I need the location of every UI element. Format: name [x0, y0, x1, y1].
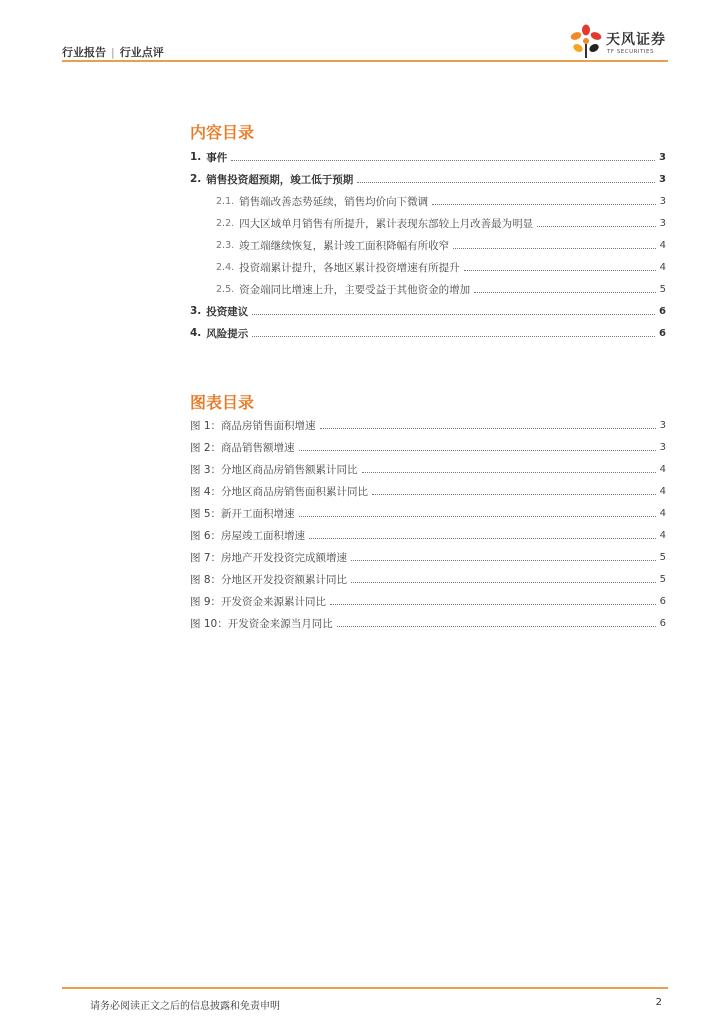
toc-entry-page: 4: [659, 261, 666, 273]
figure-entry-title: 图 7：房地产开发投资完成额增速: [190, 551, 348, 564]
leader-dots: [299, 450, 656, 451]
toc-entry-page: 5: [659, 283, 666, 295]
figure-entry[interactable]: [190, 502, 666, 524]
leader-dots: [330, 604, 656, 605]
figure-entry-page: 4: [659, 529, 666, 541]
toc-entry-title: 事件: [206, 151, 228, 164]
toc-entry-number: 2.3.: [216, 239, 235, 251]
leader-dots: [537, 226, 655, 227]
leader-dots: [351, 560, 656, 561]
leader-dots: [453, 248, 655, 249]
flower-logo-icon: [568, 23, 604, 61]
leader-dots: [432, 204, 655, 205]
figure-entry[interactable]: [190, 436, 666, 458]
toc-entry-page: 3: [659, 195, 666, 207]
toc-entry-page: 3: [659, 151, 666, 163]
figure-entry-title: 图 4：分地区商品房销售面积累计同比: [190, 485, 369, 498]
toc-entry[interactable]: [190, 168, 666, 190]
toc-entry-number: 2.2.: [216, 217, 235, 229]
toc-entry-page: 6: [659, 305, 666, 317]
figure-entry-page: 3: [659, 441, 666, 453]
disclaimer-text: 请务必阅读正文之后的信息披露和免责申明: [90, 1001, 280, 1012]
toc-entry-title: 投资端累计提升，各地区累计投资增速有所提升: [239, 261, 460, 274]
figure-entry[interactable]: [190, 458, 666, 480]
toc-entry[interactable]: [190, 322, 666, 344]
leader-dots: [231, 160, 655, 161]
logo-subtitle: TF SECURITIES: [607, 49, 654, 55]
toc-entry-number: 2.4.: [216, 261, 235, 273]
toc-subentry[interactable]: [190, 278, 666, 300]
page-footer: [62, 987, 668, 1012]
figure-entry-title: 图 6：房屋竣工面积增速: [190, 529, 306, 542]
toc-entry-title: 投资建议: [206, 305, 249, 318]
figure-entry-title: 图 2：商品销售额增速: [190, 441, 295, 454]
figure-entry-page: 5: [659, 551, 666, 563]
footer-rule: [62, 987, 668, 989]
toc-entry-title: 四大区域单月销售有所提升，累计表现东部较上月改善最为明显: [239, 217, 534, 230]
toc-entry-title: 竣工端继续恢复，累计竣工面积降幅有所收窄: [239, 239, 450, 252]
figure-entry[interactable]: [190, 568, 666, 590]
figure-entry[interactable]: [190, 590, 666, 612]
leader-dots: [351, 582, 656, 583]
leader-dots: [309, 538, 656, 539]
toc-entry-number: 1.: [190, 151, 202, 163]
toc-entry-title: 销售端改善态势延续，销售均价向下微调: [239, 195, 429, 208]
breadcrumb-separator: |: [111, 46, 115, 59]
toc-entry-page: 3: [659, 173, 666, 185]
logo-name: 天风证券: [606, 32, 666, 48]
toc-entry-title: 销售投资超预期，竣工低于预期: [206, 173, 354, 186]
figure-entry-page: 4: [659, 507, 666, 519]
breadcrumb: [62, 44, 164, 60]
toc-subentry[interactable]: [190, 256, 666, 278]
figure-entry[interactable]: [190, 414, 666, 436]
figure-entry-page: 4: [659, 463, 666, 475]
company-logo: [568, 23, 678, 61]
toc-entry-title: 资金端同比增速上升，主要受益于其他资金的增加: [239, 283, 471, 296]
toc-subentry[interactable]: [190, 190, 666, 212]
toc-subentry[interactable]: [190, 234, 666, 256]
figure-entry-page: 4: [659, 485, 666, 497]
figure-entry-title: 图 3：分地区商品房销售额累计同比: [190, 463, 358, 476]
figure-entry-page: 6: [659, 617, 666, 629]
leader-dots: [252, 314, 655, 315]
leader-dots: [357, 182, 655, 183]
leader-dots: [474, 292, 655, 293]
report-type: 行业报告: [62, 46, 106, 59]
figure-entry-title: 图 5：新开工面积增速: [190, 507, 295, 520]
toc-entry-number: 2.1.: [216, 195, 235, 207]
figure-entry[interactable]: [190, 480, 666, 502]
toc-entry[interactable]: [190, 300, 666, 322]
toc-entry-page: 3: [659, 217, 666, 229]
figure-entry-title: 图 8：分地区开发投资额累计同比: [190, 573, 348, 586]
figure-entry-title: 图 1：商品房销售面积增速: [190, 419, 316, 432]
toc-entry-number: 2.5.: [216, 283, 235, 295]
toc-entry-number: 2.: [190, 173, 202, 185]
figures-title: 图表目录: [190, 393, 255, 412]
toc-entry-page: 6: [659, 327, 666, 339]
leader-dots: [299, 516, 656, 517]
figures-list: [190, 414, 666, 634]
figure-entry-title: 图 10：开发资金来源当月同比: [190, 617, 333, 630]
figure-entry[interactable]: [190, 546, 666, 568]
leader-dots: [337, 626, 656, 627]
figure-entry[interactable]: [190, 524, 666, 546]
leader-dots: [252, 336, 655, 337]
figure-entry-page: 3: [659, 419, 666, 431]
leader-dots: [464, 270, 656, 271]
toc-entry-number: 3.: [190, 305, 202, 317]
figure-entry-page: 6: [659, 595, 666, 607]
figure-entry[interactable]: [190, 612, 666, 634]
toc-entry-title: 风险提示: [206, 327, 249, 340]
toc-list: [190, 146, 666, 344]
report-subtype: 行业点评: [119, 46, 164, 59]
toc-subentry[interactable]: [190, 212, 666, 234]
toc-entry-page: 4: [659, 239, 666, 251]
figure-entry-title: 图 9：开发资金来源累计同比: [190, 595, 327, 608]
leader-dots: [372, 494, 656, 495]
toc-entry-number: 4.: [190, 327, 202, 339]
toc-entry[interactable]: [190, 146, 666, 168]
leader-dots: [320, 428, 656, 429]
page-number: 2: [655, 997, 662, 1008]
toc-title: 内容目录: [190, 123, 255, 142]
leader-dots: [362, 472, 656, 473]
figure-entry-page: 5: [659, 573, 666, 585]
